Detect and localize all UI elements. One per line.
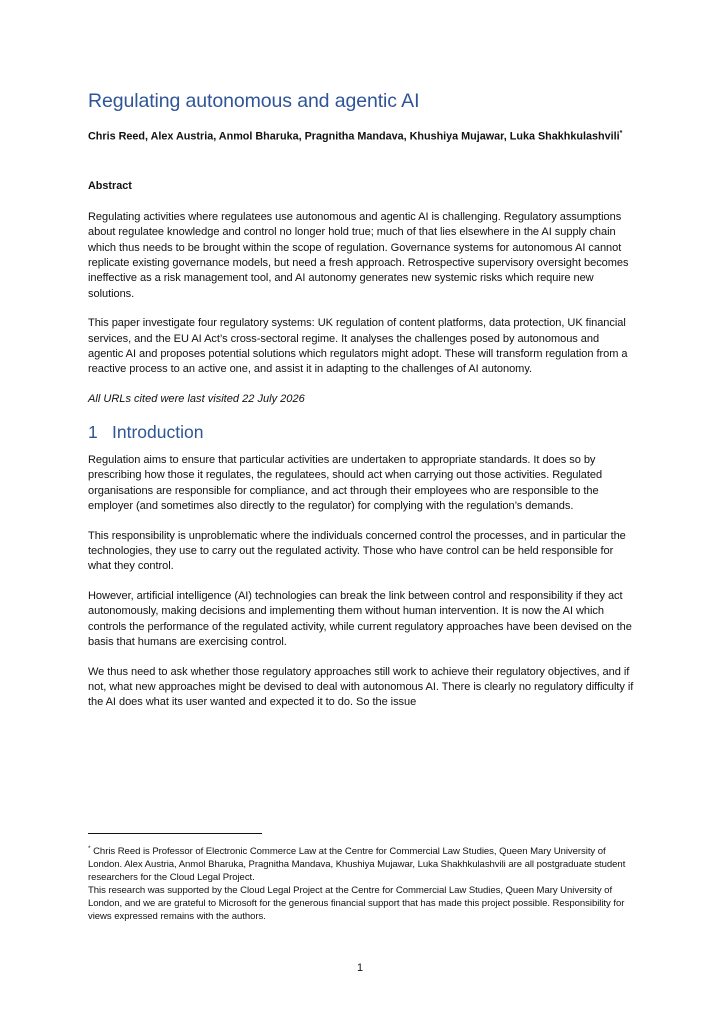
abstract-heading: Abstract <box>88 180 132 193</box>
page-content <box>88 88 634 725</box>
author-names: Chris Reed, Alex Austria, Anmol Bharuka, Pragnitha Mandava, Khushiya Mujawar, Luka Shakhkulashvili <box>88 130 620 143</box>
body-paragraph: We thus need to ask whether those regulatory approaches still work to achieve their regulatory objectives, and if not, what new approaches might be devised to deal with autonomous AI. There is clearly no regulatory difficulty if the AI does what its user wanted and expected it to do. So the issue <box>88 665 634 709</box>
author-footnote-mark[interactable]: * <box>619 130 623 137</box>
body-paragraph: This responsibility is unproblematic where the individuals concerned control the processes, and in particular the technologies, they use to carry out the regulated activity. Those who have control can be held responsible for what they control. <box>88 529 626 573</box>
footnotes <box>88 842 640 923</box>
footnote-1-continued: This research was supported by the Cloud Legal Project at the Centre for Commercial Law Studies, Queen Mary University of London, and we are grateful to Microsoft for the generous financial support that has made this project possible. Responsibility for views expressed remains with the authors. <box>88 885 625 923</box>
page-number: 1 <box>356 962 363 974</box>
abstract-paragraph: Regulating activities where regulatees use autonomous and agentic AI is challenging. Regulatory assumptions about regulatee knowledge and control no longer hold true; much of that lies elsewhere in the AI supply chain which thus needs to be brought within the scope of regulation. Governance systems for autonomous AI cannot replicate existing governance models, but need a fresh approach. Retrospective supervisory oversight becomes ineffective as a risk management tool, and AI autonomy generates new systemic risks which require new solutions. <box>88 211 629 300</box>
footnote-mark: * <box>88 845 91 852</box>
body-paragraph: However, artificial intelligence (AI) technologies can break the link between control and responsibility if they act autonomously, making decisions and implementing them without human intervention. It is now the AI which controls the performance of the regulated activity, while current regulatory approaches have been devised on the basis that humans are exercising control. <box>88 590 632 649</box>
section-title: Introduction <box>112 422 204 443</box>
paper-title: Regulating autonomous and agentic AI <box>88 90 420 112</box>
urls-note: All URLs cited were last visited 22 July 2026 <box>88 393 305 406</box>
author-list <box>88 126 634 145</box>
section-number: 1 <box>88 422 98 443</box>
body-paragraph: Regulation aims to ensure that particular activities are undertaken to appropriate standards. It does so by prescribing how those it regulates, the regulatees, should act when carrying out those activities. Regulated organisations are responsible for compliance, and act through their employees who are responsible to the employer (and sometimes also directly to the regulator) for complying with the regulation’s demands. <box>88 454 603 512</box>
footnote-1 <box>88 842 640 884</box>
footnote-divider <box>88 833 262 834</box>
abstract-paragraph: This paper investigate four regulatory systems: UK regulation of content platforms, data protection, UK financial services, and the EU AI Act’s cross-sectoral regime. It analyses the challenges posed by autonomous and agentic AI and proposes potential solutions which regulators might adopt. These will transform regulation from a reactive process to an active one, and assist it in adapting to the challenges of AI autonomy. <box>88 317 628 376</box>
section-heading <box>88 421 634 443</box>
footnote-text: Chris Reed is Professor of Electronic Commerce Law at the Centre for Commercial Law Studies, Queen Mary University of London. Alex Austria, Anmol Bharuka, Pragnitha Mandava, Khushiya Mujawar, Luka Shakhkulashvili are all postgraduate student researchers for the Cloud Legal Project. <box>88 846 626 884</box>
